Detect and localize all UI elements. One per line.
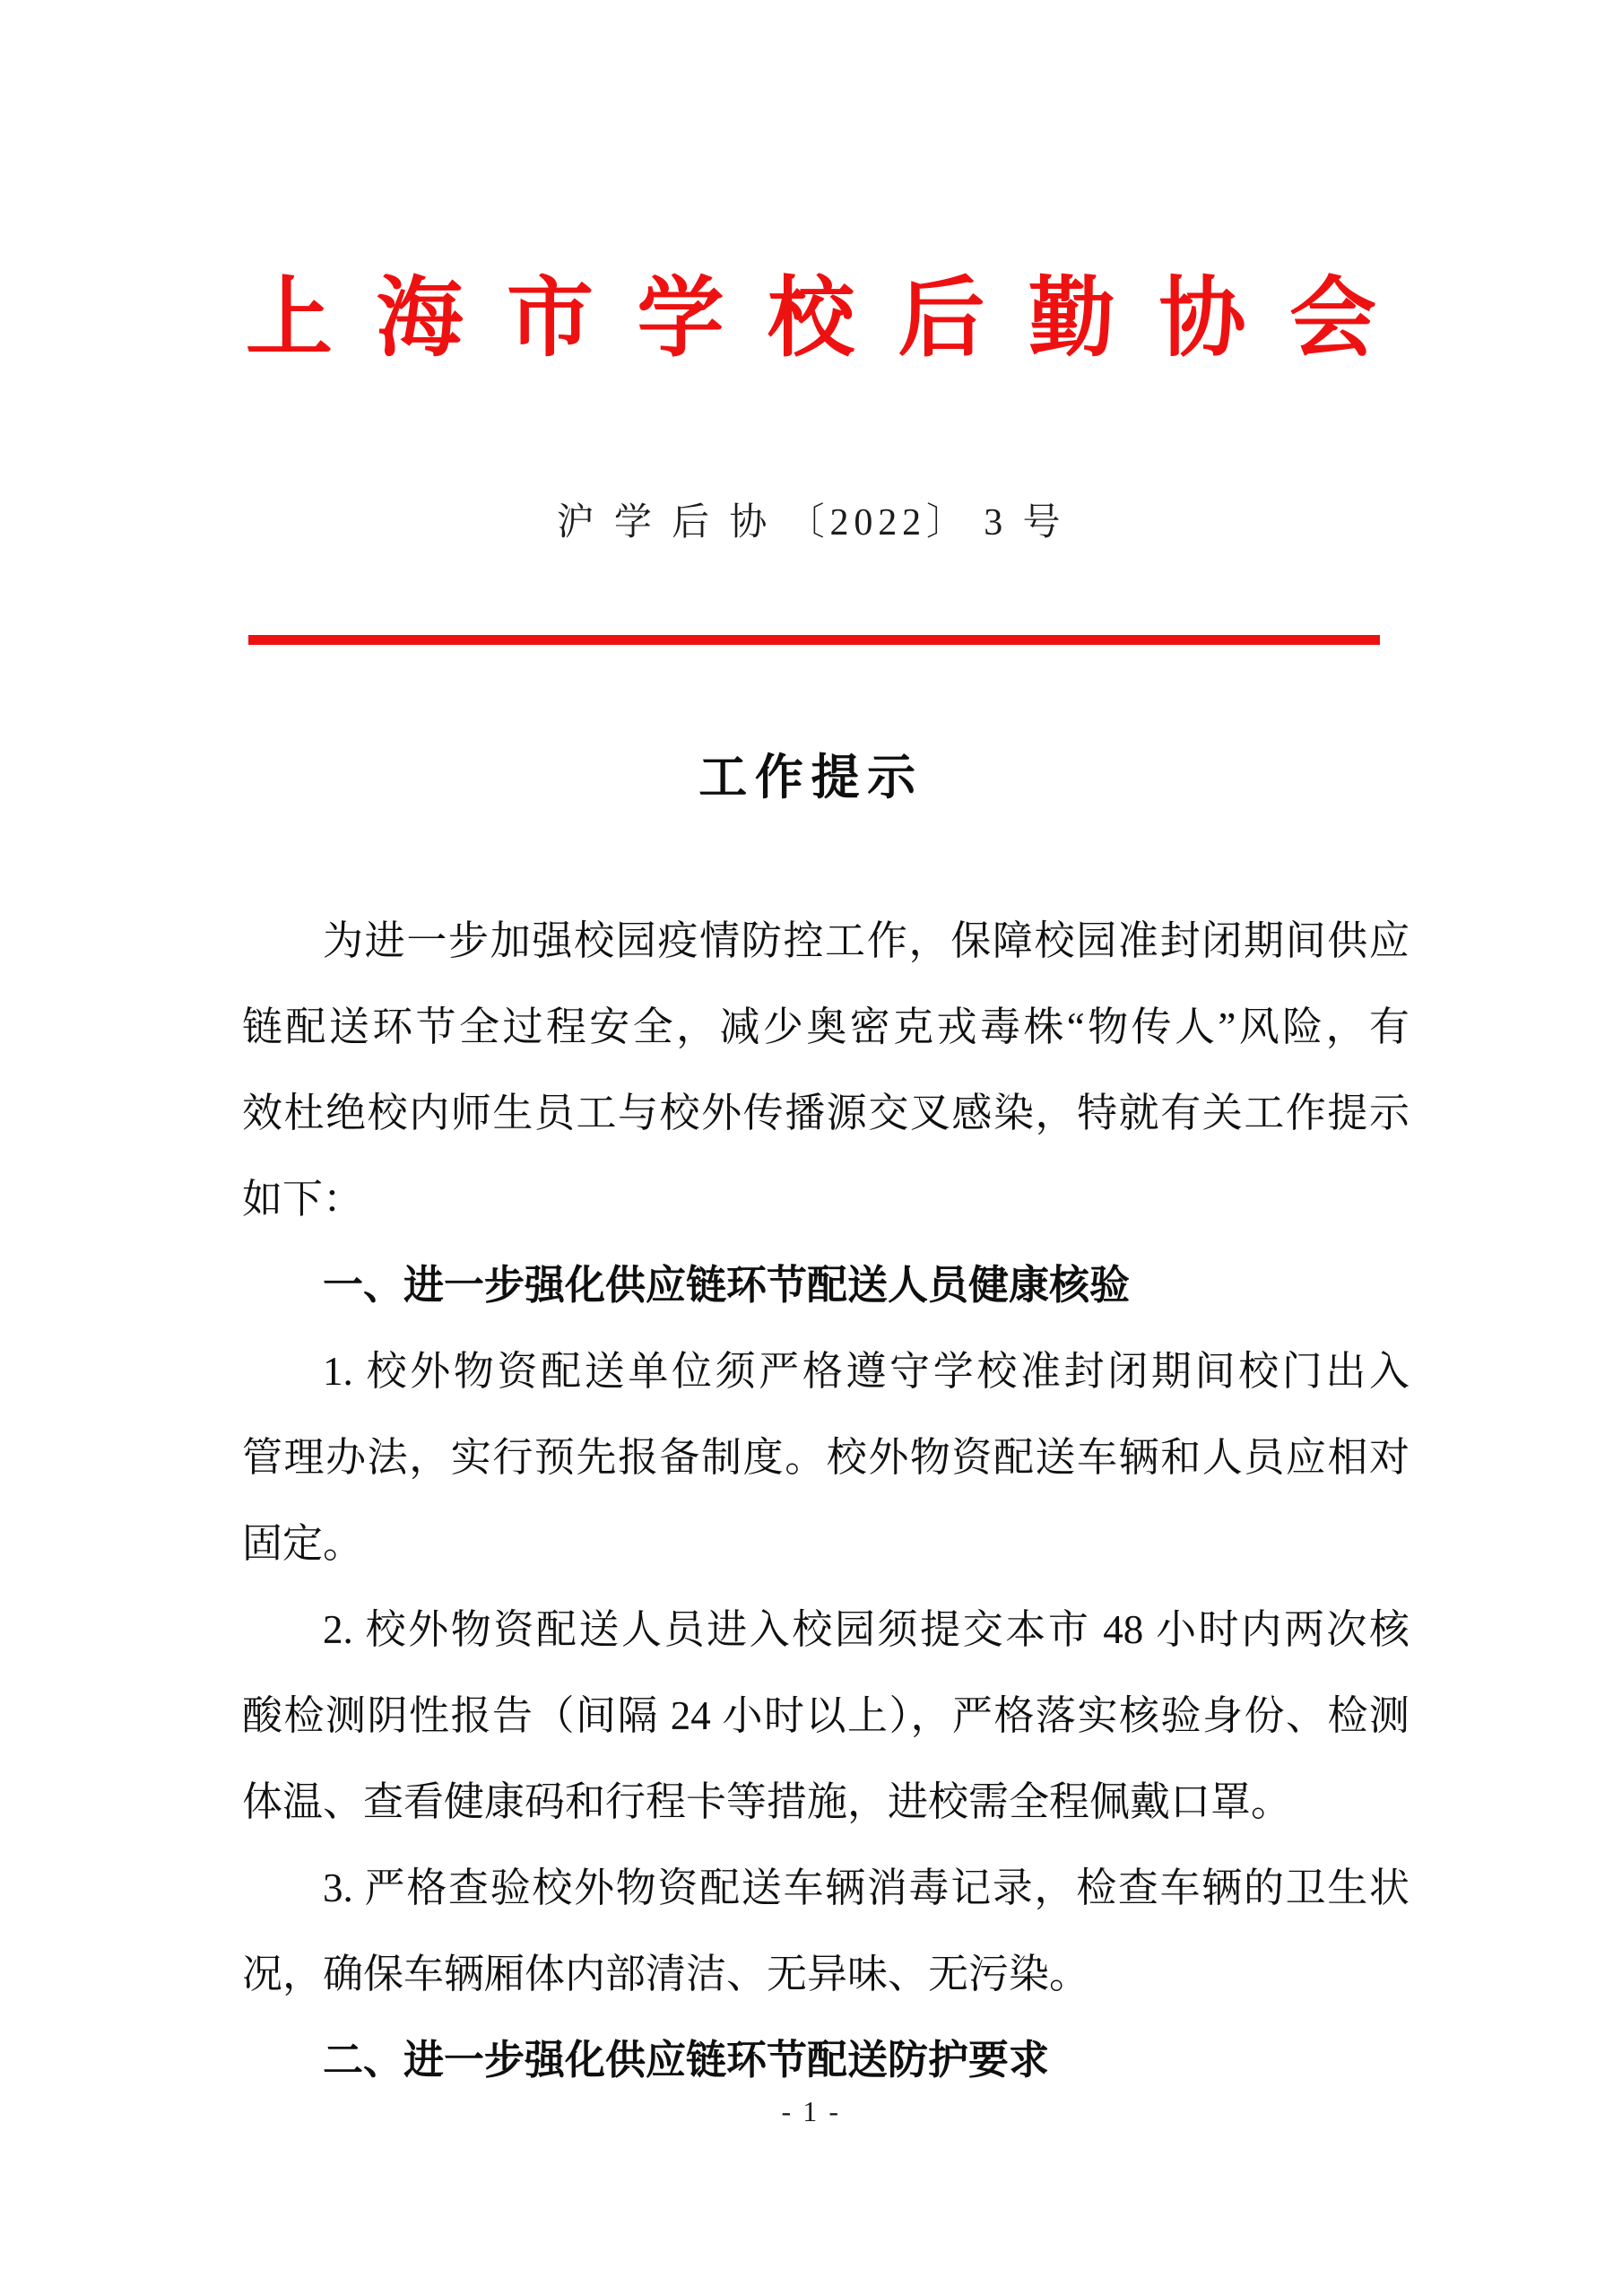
body-line: 为进一步加强校园疫情防控工作，保障校园准封闭期间供应 [323, 918, 1409, 963]
body-line: 体温、查看健康码和行程卡等措施，进校需全程佩戴口罩。 [242, 1779, 1292, 1824]
document-body [242, 898, 1409, 2103]
body-line: 二、进一步强化供应链环节配送防护要求 [323, 2038, 1050, 2083]
body-line: 链配送环节全过程安全，减少奥密克戎毒株“物传人”风险，有 [242, 1004, 1409, 1049]
document-title: 工作提示 [698, 751, 924, 804]
body-line: 酸检测阴性报告（间隔 24 小时以上），严格落实核验身份、检测 [242, 1693, 1409, 1738]
body-line: 固定。 [242, 1521, 364, 1566]
body-paragraph [242, 898, 1409, 1242]
body-heading [242, 1242, 1409, 1328]
doc-reference-number: 沪 学 后 协 〔2022〕 3 号 [556, 502, 1066, 544]
body-line: 况，确保车辆厢体内部清洁、无异味、无污染。 [242, 1952, 1090, 1996]
body-line: 如下： [242, 1177, 364, 1222]
body-line: 管理办法，实行预先报备制度。校外物资配送车辆和人员应相对 [242, 1435, 1409, 1480]
body-paragraph [242, 1328, 1409, 1587]
letterhead-org-title [0, 248, 1622, 373]
letterhead-divider-rule [248, 635, 1380, 645]
body-line: 1. 校外物资配送单位须严格遵守学校准封闭期间校门出入 [323, 1349, 1409, 1394]
footer-page-number: - 1 - [781, 2095, 841, 2127]
body-paragraph [242, 1587, 1409, 1845]
body-line: 2. 校外物资配送人员进入校园须提交本市 48 小时内两次核 [323, 1607, 1409, 1652]
body-line: 3. 严格查验校外物资配送车辆消毒记录，检查车辆的卫生状 [323, 1866, 1409, 1910]
body-line: 一、进一步强化供应链环节配送人员健康核验 [323, 1263, 1131, 1308]
body-heading [242, 2017, 1409, 2103]
letterhead-org-title-text: 上海市学校后勤协会 [246, 271, 1420, 367]
body-line: 效杜绝校内师生员工与校外传播源交叉感染，特就有关工作提示 [242, 1091, 1409, 1135]
body-paragraph [242, 1845, 1409, 2017]
